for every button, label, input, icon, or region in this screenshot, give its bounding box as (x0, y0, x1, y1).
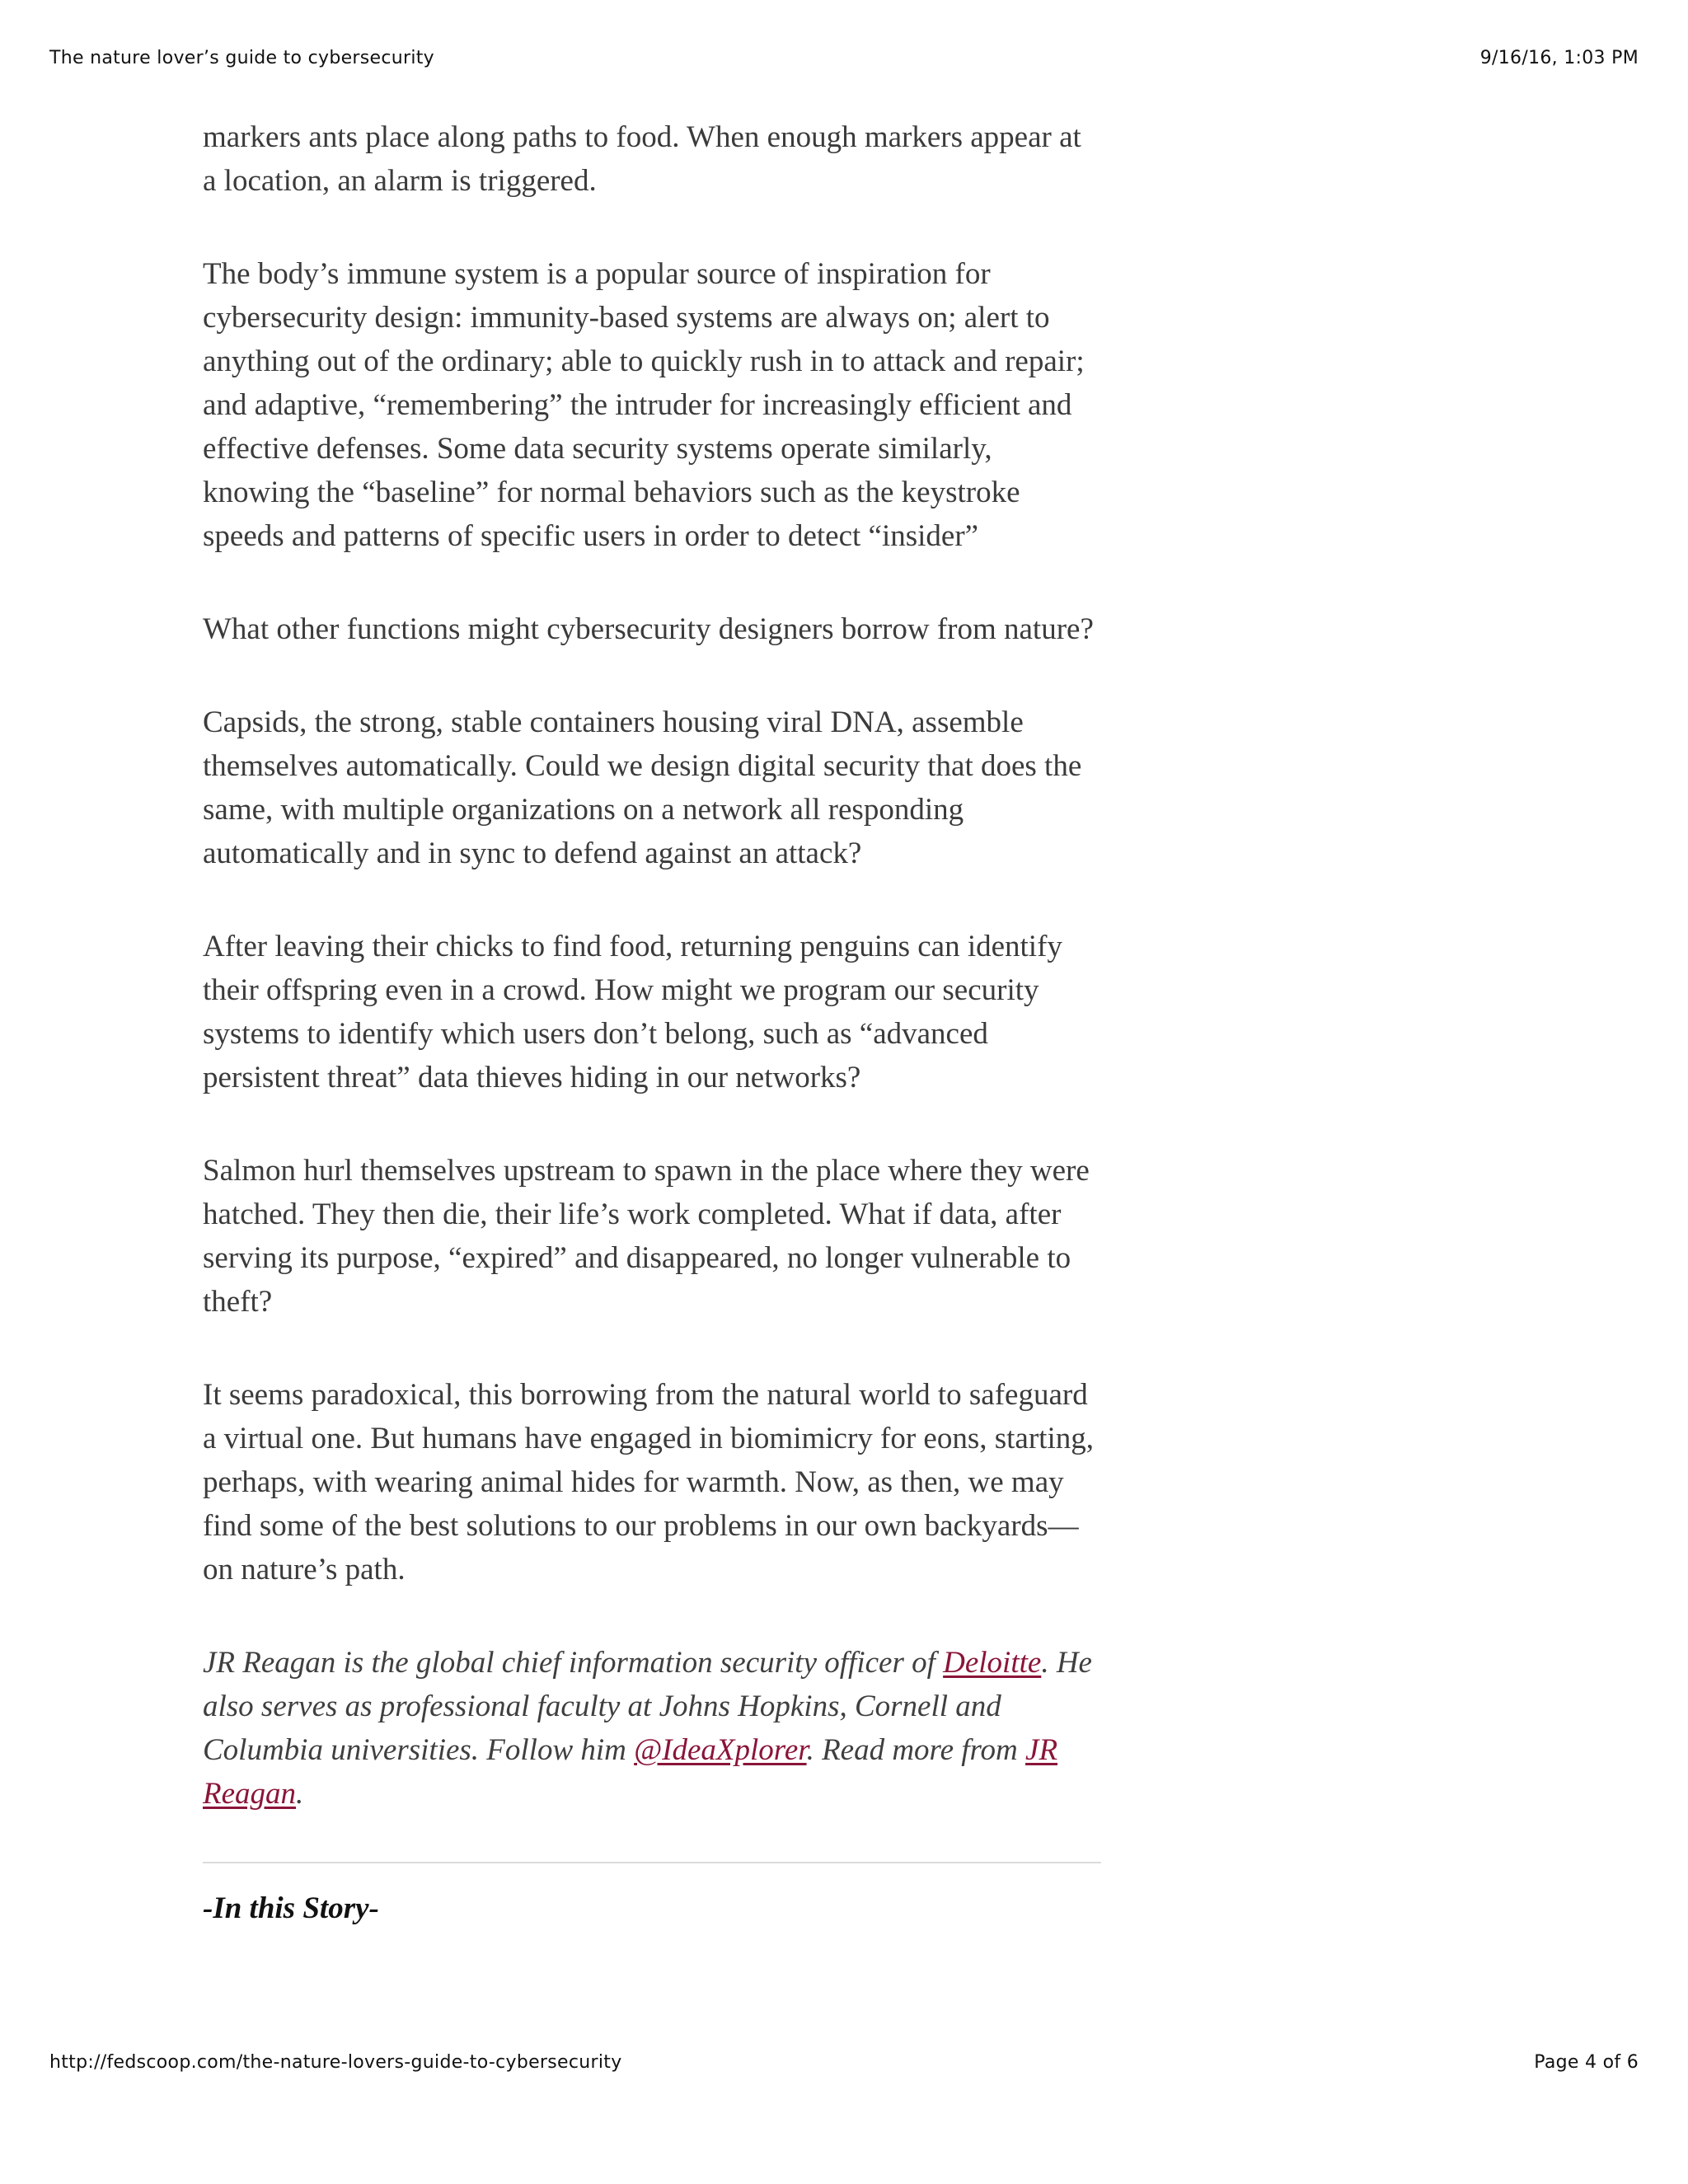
page-url: http://fedscoop.com/the-nature-lovers-guide-to-cybersecurity (49, 2052, 622, 2073)
page-number: Page 4 of 6 (1534, 2052, 1639, 2073)
bio-text-4: . (296, 1777, 304, 1811)
paragraph-capsids: Capsids, the strong, stable containers housing viral DNA, assemble themselves automatically. Could we design digital security that does the same, with multiple organizations on a network all responding automatically and in sync to defend against an attack? (203, 705, 1082, 870)
paragraph-conclusion: It seems paradoxical, this borrowing from the natural world to safeguard a virtual one. But humans have engaged in biomimicry for eons, starting, perhaps, with wearing animal hides for warmth. Now, as then, we may find some of the best solutions to our problems in our own backyards—on nature’s path. (203, 1378, 1094, 1586)
section-divider (203, 1862, 1101, 1863)
bio-text-1: JR Reagan is the global chief information security officer of (203, 1646, 944, 1680)
page-title: The nature lover’s guide to cybersecurity (49, 48, 435, 68)
paragraph-salmon: Salmon hurl themselves upstream to spawn in the place where they were hatched. They then die, their life’s work completed. What if data, after serving its purpose, “expired” and disappeared, no longer vulnerable to theft? (203, 1154, 1090, 1319)
author-bio (203, 1641, 1101, 1816)
print-datetime: 9/16/16, 1:03 PM (1479, 48, 1639, 68)
article-body (203, 115, 1101, 1930)
paragraph-ant-markers: markers ants place along paths to food. When enough markers appear at a location, an alarm is triggered. (203, 120, 1081, 198)
bio-text-3: . Read more from (806, 1733, 1026, 1767)
deloitte-link[interactable]: Deloitte (943, 1646, 1042, 1680)
paragraph-penguins: After leaving their chicks to find food, returning penguins can identify their offspring even in a crowd. How might we program our security systems to identify which users don’t belong, such as “advanced persistent threat” data thieves hiding in our networks? (203, 930, 1062, 1094)
bio-text-2: . He also serves as professional faculty at Johns Hopkins, Cornell and Columbia universities. Follow him (203, 1646, 1092, 1767)
ideaxplorer-link[interactable]: @IdeaXplorer (634, 1733, 807, 1767)
print-footer (49, 2052, 1639, 2073)
print-header (49, 48, 1639, 68)
paragraph-immune-system: The body’s immune system is a popular source of inspiration for cybersecurity design: immunity-based systems are always on; alert to anything out of the ordinary; able to quickly rush in to attack and repair; and adaptive, “remembering” the intruder for increasingly efficient and effective defenses. Some data security systems operate similarly, knowing the “baseline” for normal behaviors such as the keystroke speeds and patterns of specific users in order to detect “insider” (203, 257, 1085, 553)
paragraph-question: What other functions might cybersecurity designers borrow from nature? (203, 612, 1094, 646)
jr-reagan-link[interactable]: JR Reagan (203, 1733, 1058, 1811)
in-this-story-heading: -In this Story- (203, 1891, 379, 1925)
